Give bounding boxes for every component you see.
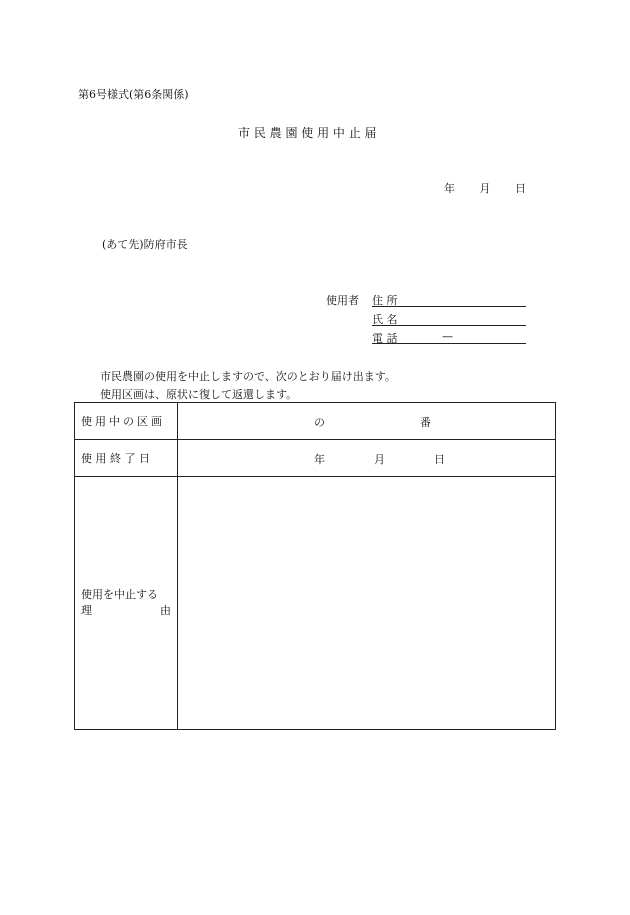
plot-ban-marker: 番 — [420, 416, 431, 429]
phone-dash: — — [442, 330, 453, 343]
phone-label: 電 話 — [372, 332, 398, 345]
plot-label: 使用中の区画 — [81, 415, 165, 428]
date-line — [444, 180, 526, 196]
end-date-year: 年 — [314, 453, 325, 466]
page-title: 市 民 農 園 使 用 中 止 届 — [238, 126, 377, 140]
name-field-line[interactable] — [372, 325, 526, 326]
end-date-value-cell[interactable] — [178, 440, 556, 477]
table-row-reason — [75, 477, 556, 730]
addressee: (あて先)防府市長 — [102, 238, 188, 251]
name-label: 氏 名 — [372, 313, 398, 326]
reason-label-line-1: 使用を中止する — [81, 588, 158, 601]
reason-label-ri: 理 — [81, 604, 92, 617]
form-table — [74, 402, 556, 730]
reason-label-line-2 — [81, 603, 171, 619]
date-year: 年 — [444, 182, 455, 195]
reason-label-cell — [75, 477, 178, 730]
statement-line-1: 市民農園の使用を中止しますので、次のとおり届け出ます。 — [100, 370, 396, 383]
user-label: 使用者 — [326, 294, 359, 307]
end-date-month: 月 — [374, 453, 385, 466]
end-date-label: 使 用 終 了 日 — [81, 452, 150, 465]
address-field-line[interactable] — [372, 306, 526, 307]
end-date-day: 日 — [434, 453, 445, 466]
reason-value-cell[interactable] — [178, 477, 556, 730]
plot-value-cell[interactable] — [178, 403, 556, 440]
table-row-end-date — [75, 440, 556, 477]
form-number: 第6号様式(第6条関係) — [78, 88, 189, 101]
date-day: 日 — [515, 182, 526, 195]
table-row-plot — [75, 403, 556, 440]
plot-no-marker: の — [314, 416, 325, 429]
phone-field-line[interactable] — [372, 343, 526, 344]
date-month: 月 — [479, 182, 491, 195]
reason-label-yu: 由 — [160, 604, 171, 617]
plot-label-cell — [75, 403, 178, 440]
end-date-label-cell — [75, 440, 178, 477]
address-label: 住 所 — [372, 294, 398, 307]
statement-line-2: 使用区画は、原状に復して返還します。 — [100, 388, 298, 401]
